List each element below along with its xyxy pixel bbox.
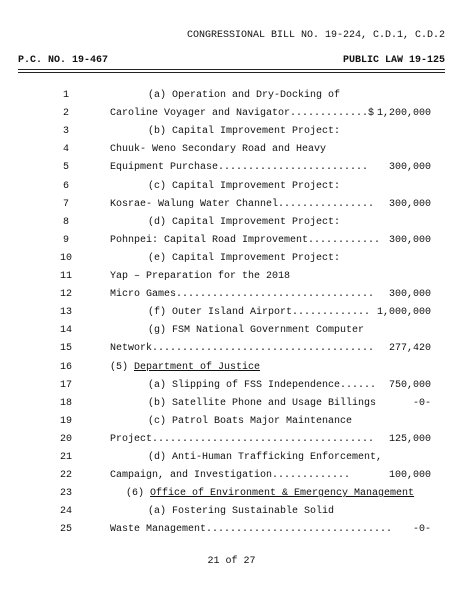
line-number: 19	[59, 415, 72, 427]
bill-line	[0, 87, 463, 105]
line-amount: 1,000,000	[376, 307, 431, 319]
section-heading: Office of Environment & Emergency Management	[150, 488, 415, 500]
line-text: Waste Management...............................	[110, 524, 393, 536]
line-number: 17	[59, 379, 72, 391]
page-number: 21 of 27	[207, 556, 256, 567]
bill-line	[0, 286, 463, 304]
line-amount: 300,000	[388, 234, 431, 246]
line-number: 10	[59, 252, 72, 264]
line-text: Yap – Preparation for the 2018	[110, 271, 291, 282]
bill-line	[0, 232, 463, 250]
line-number: 9	[62, 234, 69, 246]
line-text: (d) Capital Improvement Project:	[148, 216, 341, 228]
line-text: (a) Operation and Dry-Docking of	[148, 90, 341, 101]
section-heading: Department of Justice	[134, 361, 261, 373]
bill-line	[0, 214, 463, 232]
line-text: (b) Capital Improvement Project:	[148, 126, 341, 138]
line-number: 20	[59, 433, 72, 445]
line-amount: 750,000	[388, 379, 431, 391]
line-number: 25	[59, 524, 72, 536]
line-number: 2	[62, 108, 69, 120]
line-text: (5) Department of Justice	[110, 361, 261, 373]
bill-line	[0, 268, 463, 286]
bill-line	[0, 123, 463, 141]
line-text: (6) Office of Environment & Emergency Management	[126, 488, 415, 500]
bill-line	[0, 449, 463, 467]
bill-line	[0, 431, 463, 449]
line-text: (c) Capital Improvement Project:	[148, 180, 341, 192]
pc-number: P.C. NO. 19-467	[18, 55, 109, 66]
line-text: Micro Games.................................	[110, 289, 375, 301]
header-rule-second	[18, 72, 445, 73]
bill-line	[0, 141, 463, 159]
line-text: Pohnpei: Capital Road Improvement............	[110, 234, 381, 246]
public-law-number: PUBLIC LAW 19-125	[342, 55, 445, 66]
bill-line	[0, 304, 463, 322]
line-number: 5	[62, 162, 69, 174]
line-text: (a) Slipping of FSS Independence......	[148, 379, 377, 391]
line-number: 4	[62, 144, 69, 156]
line-text: Caroline Voyager and Navigator.............$	[110, 108, 375, 120]
line-number: 11	[59, 271, 72, 282]
bill-line	[0, 159, 463, 177]
line-text: Chuuk- Weno Secondary Road and Heavy	[110, 144, 327, 156]
bill-line	[0, 395, 463, 413]
bill-line	[0, 413, 463, 431]
bill-line	[0, 359, 463, 377]
bill-line	[0, 196, 463, 214]
line-text: Project.....................................	[110, 433, 375, 445]
line-amount: 300,000	[388, 162, 431, 174]
bill-line	[0, 503, 463, 521]
header-rule	[18, 69, 445, 70]
bill-line	[0, 521, 463, 539]
line-amount: 125,000	[388, 433, 431, 445]
line-text: (e) Capital Improvement Project:	[148, 252, 341, 264]
line-number: 18	[59, 397, 72, 409]
line-amount: -0-	[412, 524, 431, 536]
line-amount: 1,200,000	[376, 108, 431, 120]
bill-line	[0, 377, 463, 395]
bill-line	[0, 105, 463, 123]
line-text: (b) Satellite Phone and Usage Billings	[148, 397, 377, 409]
bill-number: CONGRESSIONAL BILL NO. 19-224, C.D.1, C.D.2	[186, 30, 445, 41]
line-text: Campaign, and Investigation.............	[110, 470, 351, 482]
line-number: 6	[62, 180, 69, 192]
line-amount: -0-	[412, 397, 431, 409]
line-number: 7	[62, 198, 69, 210]
line-number: 8	[62, 216, 69, 228]
line-number: 21	[59, 452, 72, 463]
line-number: 13	[59, 307, 72, 319]
line-amount: 277,420	[388, 343, 431, 355]
line-number: 12	[59, 289, 72, 301]
bill-line	[0, 322, 463, 340]
line-number: 15	[59, 343, 72, 355]
line-number: 3	[62, 126, 69, 138]
line-text: (f) Outer Island Airport.............	[148, 307, 371, 319]
line-text: (c) Patrol Boats Major Maintenance	[148, 415, 353, 427]
line-text: (g) FSM National Government Computer	[148, 325, 365, 337]
bill-line	[0, 485, 463, 503]
line-number: 14	[59, 325, 72, 337]
bill-line	[0, 250, 463, 268]
bill-line	[0, 178, 463, 196]
bill-line	[0, 467, 463, 485]
line-amount: 300,000	[388, 289, 431, 301]
line-number: 24	[59, 506, 72, 518]
line-number: 23	[59, 488, 72, 500]
line-text: (a) Fostering Sustainable Solid	[148, 506, 335, 518]
bill-line	[0, 340, 463, 358]
line-amount: 100,000	[388, 470, 431, 482]
line-number: 22	[59, 470, 72, 482]
line-amount: 300,000	[388, 198, 431, 210]
line-number: 1	[62, 90, 69, 101]
line-text: Equipment Purchase.........................	[110, 162, 369, 174]
line-text: (d) Anti-Human Trafficking Enforcement,	[148, 452, 383, 463]
line-text: Kosrae- Walung Water Channel................	[110, 198, 375, 210]
line-text: Network.....................................	[110, 343, 375, 355]
line-number: 16	[59, 361, 72, 373]
